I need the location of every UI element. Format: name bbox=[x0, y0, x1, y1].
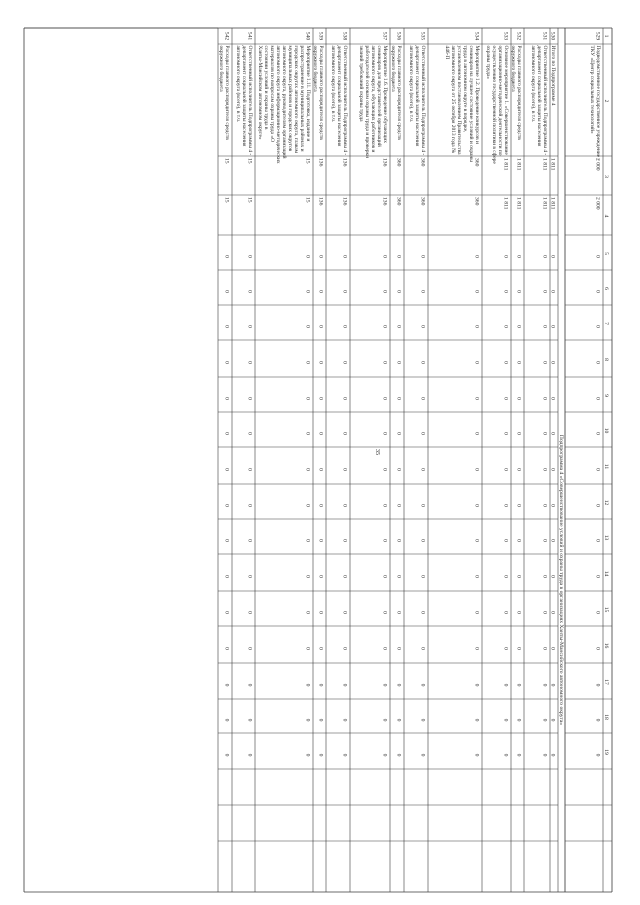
cell-value: 0 bbox=[317, 753, 324, 757]
cell-value: 0 bbox=[502, 325, 509, 328]
cell-value: 0 bbox=[594, 290, 601, 293]
cell-value: 0 bbox=[549, 718, 556, 722]
cell-value: 0 bbox=[395, 539, 402, 542]
cell-value: 0 bbox=[549, 753, 556, 757]
cell-value: 0 bbox=[246, 611, 253, 614]
cell-value: 15 bbox=[223, 158, 230, 164]
cell-value: 0 bbox=[541, 753, 548, 757]
row-name: Расходы главного распорядителя средствокружного бюджета bbox=[312, 45, 324, 140]
column-header: 16 bbox=[603, 642, 610, 649]
cell-value: 0 bbox=[246, 683, 253, 687]
cell-value: 0 bbox=[473, 718, 480, 722]
cell-value: 15 bbox=[304, 158, 311, 164]
cell-value: 1 811 bbox=[549, 197, 556, 210]
cell-value: 0 bbox=[541, 432, 548, 435]
row-number: 535 bbox=[419, 31, 426, 41]
cell-value: 0 bbox=[502, 753, 509, 757]
cell-value: 0 bbox=[502, 611, 509, 614]
column-header: 1 bbox=[603, 34, 610, 38]
cell-value: 360 bbox=[419, 197, 426, 206]
cell-value: 0 bbox=[395, 611, 402, 614]
cell-value: 0 bbox=[395, 647, 402, 650]
cell-value: 0 bbox=[502, 432, 509, 435]
column-header: 2 bbox=[603, 99, 610, 103]
row-number: 533 bbox=[502, 31, 509, 41]
cell-value: 0 bbox=[515, 504, 522, 507]
cell-value: 0 bbox=[317, 611, 324, 614]
cell-value: 0 bbox=[341, 397, 348, 400]
column-header: 14 bbox=[603, 570, 610, 577]
cell-value: 0 bbox=[502, 683, 509, 687]
cell-value: 360 bbox=[419, 158, 426, 167]
cell-value: 0 bbox=[395, 432, 402, 435]
cell-value: 1 811 bbox=[502, 197, 509, 210]
row-name: Мероприятие 1.11. Подготовка, издание ираспространение в муниципальных районах игородских округах автономного округа, главаммуниципальных районов и городских округовавтономного округа, руководителям организацийавтономного округа информационно-методическихматериалов по вопросам охраны труда «Осостоянии условий и охраны труда вХанты-Мансийском автономном округе» bbox=[257, 45, 311, 164]
cell-value: 0 bbox=[223, 683, 230, 687]
cell-value: 0 bbox=[395, 255, 402, 258]
row-number: 538 bbox=[341, 31, 348, 41]
cell-value: 0 bbox=[304, 397, 311, 400]
cell-value: 2 000 bbox=[594, 158, 601, 171]
cell-value: 0 bbox=[419, 504, 426, 507]
column-header: 13 bbox=[603, 534, 610, 541]
cell-value: 0 bbox=[223, 361, 230, 364]
cell-value: 0 bbox=[549, 325, 556, 328]
cell-value: 0 bbox=[594, 647, 601, 650]
column-header: 19 bbox=[603, 749, 610, 755]
cell-value: 136 bbox=[341, 197, 348, 206]
cell-value: 0 bbox=[515, 611, 522, 614]
cell-value: 0 bbox=[381, 432, 388, 435]
cell-value: 0 bbox=[473, 539, 480, 542]
cell-value: 0 bbox=[515, 361, 522, 364]
cell-value: 0 bbox=[594, 432, 601, 435]
cell-value: 0 bbox=[594, 575, 601, 578]
cell-value: 0 bbox=[515, 397, 522, 400]
cell-value: 360 bbox=[473, 158, 480, 167]
row-name: Расходы главного распорядителя средствокружного бюджета bbox=[218, 45, 230, 140]
cell-value: 136 bbox=[317, 197, 324, 206]
cell-value: 136 bbox=[341, 158, 348, 167]
cell-value: 360 bbox=[473, 197, 480, 206]
cell-value: 0 bbox=[515, 290, 522, 293]
cell-value: 0 bbox=[317, 290, 324, 293]
cell-value: 1 811 bbox=[541, 197, 548, 210]
cell-value: 0 bbox=[419, 539, 426, 542]
cell-value: 0 bbox=[341, 647, 348, 650]
cell-value: 0 bbox=[395, 504, 402, 507]
cell-value: 0 bbox=[541, 255, 548, 258]
cell-value: 0 bbox=[246, 397, 253, 400]
cell-value: 0 bbox=[549, 361, 556, 364]
cell-value: 0 bbox=[223, 397, 230, 400]
cell-value: 0 bbox=[341, 468, 348, 471]
cell-value: 15 bbox=[304, 197, 311, 203]
row-name: Ответственный исполнитель Подпрограммы 4 -департамент социальной защиты населенияавтономного округа (всего), в т.ч. bbox=[235, 45, 253, 156]
cell-value: 0 bbox=[381, 575, 388, 578]
cell-value: 0 bbox=[419, 647, 426, 650]
cell-value: 0 bbox=[246, 468, 253, 471]
cell-value: 0 bbox=[341, 432, 348, 435]
cell-value: 0 bbox=[473, 647, 480, 650]
cell-value: 0 bbox=[515, 753, 522, 757]
cell-value: 0 bbox=[395, 361, 402, 364]
row-number: 531 bbox=[541, 31, 548, 41]
row-number: 534 bbox=[473, 31, 480, 41]
cell-value: 0 bbox=[419, 683, 426, 687]
cell-value: 0 bbox=[594, 325, 601, 328]
cell-value: 0 bbox=[317, 361, 324, 364]
cell-value: 0 bbox=[473, 575, 480, 578]
cell-value: 0 bbox=[341, 718, 348, 722]
cell-value: 0 bbox=[304, 753, 311, 757]
cell-value: 0 bbox=[317, 432, 324, 435]
column-header: 9 bbox=[603, 394, 610, 397]
cell-value: 0 bbox=[395, 468, 402, 471]
cell-value: 0 bbox=[304, 468, 311, 471]
cell-value: 0 bbox=[395, 753, 402, 757]
cell-value: 0 bbox=[473, 753, 480, 757]
cell-value: 0 bbox=[246, 718, 253, 722]
cell-value: 0 bbox=[246, 575, 253, 578]
cell-value: 360 bbox=[395, 158, 402, 167]
cell-value: 0 bbox=[381, 468, 388, 471]
cell-value: 0 bbox=[381, 539, 388, 542]
cell-value: 0 bbox=[541, 647, 548, 650]
cell-value: 0 bbox=[502, 468, 509, 471]
cell-value: 1 811 bbox=[502, 158, 509, 171]
cell-value: 0 bbox=[549, 683, 556, 687]
cell-value: 0 bbox=[541, 468, 548, 471]
row-name: Итого по Подпрограмме 4 bbox=[550, 45, 556, 106]
cell-value: 0 bbox=[395, 397, 402, 400]
row-name: Мероприятие 1.6. Проведение обучающихсеминаров для представителей организацийавтономного округа, обучающих работников иработодателей основам охраны труда и проверкизнаний требований охраны труда bbox=[358, 45, 388, 158]
cell-value: 0 bbox=[515, 255, 522, 258]
cell-value: 0 bbox=[515, 325, 522, 328]
cell-value: 0 bbox=[419, 468, 426, 471]
cell-value: 0 bbox=[223, 539, 230, 542]
page-number: 35 bbox=[374, 448, 381, 456]
cell-value: 0 bbox=[341, 504, 348, 507]
cell-value: 0 bbox=[317, 539, 324, 542]
column-header: 5 bbox=[603, 252, 610, 255]
cell-value: 0 bbox=[304, 575, 311, 578]
cell-value: 0 bbox=[304, 504, 311, 507]
cell-value: 0 bbox=[419, 397, 426, 400]
cell-value: 0 bbox=[502, 290, 509, 293]
column-header: 8 bbox=[603, 358, 610, 361]
cell-value: 0 bbox=[246, 647, 253, 650]
cell-value: 0 bbox=[549, 290, 556, 293]
cell-value: 0 bbox=[541, 683, 548, 687]
cell-value: 0 bbox=[223, 432, 230, 435]
cell-value: 0 bbox=[419, 432, 426, 435]
cell-value: 0 bbox=[473, 397, 480, 400]
row-name: Расходы главного распорядителя средствокружного бюджета bbox=[510, 45, 522, 140]
cell-value: 0 bbox=[473, 361, 480, 364]
cell-value: 0 bbox=[341, 361, 348, 364]
column-header: 12 bbox=[603, 499, 610, 506]
cell-value: 0 bbox=[594, 683, 601, 687]
cell-value: 0 bbox=[246, 753, 253, 757]
cell-value: 0 bbox=[515, 539, 522, 542]
cell-value: 0 bbox=[473, 611, 480, 614]
cell-value: 136 bbox=[317, 158, 324, 167]
cell-value: 0 bbox=[317, 468, 324, 471]
cell-value: 0 bbox=[594, 255, 601, 258]
row-name: Расходы главного распорядителя средствокружного бюджета bbox=[390, 45, 402, 140]
cell-value: 0 bbox=[515, 718, 522, 722]
cell-value: 0 bbox=[502, 647, 509, 650]
cell-value: 0 bbox=[223, 255, 230, 258]
cell-value: 0 bbox=[419, 718, 426, 722]
cell-value: 0 bbox=[515, 575, 522, 578]
cell-value: 0 bbox=[594, 468, 601, 471]
cell-value: 0 bbox=[419, 255, 426, 258]
cell-value: 2 000 bbox=[594, 197, 601, 210]
row-name: Ответственный исполнитель Подпрограммы 4 -департамент социальной защиты населенияавтономного округа (всего), в т.ч. bbox=[408, 45, 426, 156]
cell-value: 0 bbox=[317, 683, 324, 687]
cell-value: 0 bbox=[549, 397, 556, 400]
cell-value: 0 bbox=[502, 504, 509, 507]
cell-value: 0 bbox=[246, 255, 253, 258]
cell-value: 0 bbox=[541, 718, 548, 722]
cell-value: 0 bbox=[594, 504, 601, 507]
cell-value: 0 bbox=[381, 718, 388, 722]
cell-value: 0 bbox=[502, 397, 509, 400]
cell-value: 0 bbox=[549, 468, 556, 471]
cell-value: 0 bbox=[341, 290, 348, 293]
cell-value: 0 bbox=[541, 325, 548, 328]
cell-value: 0 bbox=[341, 611, 348, 614]
cell-value: 0 bbox=[395, 683, 402, 687]
cell-value: 0 bbox=[594, 539, 601, 542]
cell-value: 0 bbox=[304, 611, 311, 614]
cell-value: 0 bbox=[395, 718, 402, 722]
cell-value: 0 bbox=[341, 575, 348, 578]
cell-value: 15 bbox=[246, 197, 253, 203]
cell-value: 0 bbox=[341, 683, 348, 687]
cell-value: 0 bbox=[549, 575, 556, 578]
cell-value: 0 bbox=[304, 361, 311, 364]
row-number: 529 bbox=[594, 31, 601, 41]
cell-value: 0 bbox=[381, 753, 388, 757]
cell-value: 0 bbox=[515, 468, 522, 471]
row-number: 540 bbox=[304, 31, 311, 41]
cell-value: 0 bbox=[549, 255, 556, 258]
cell-value: 136 bbox=[381, 197, 388, 206]
row-name: Ответственный исполнитель Подпрограммы 4 -департамент социальной защиты населенияавтономного округа (всего), в т.ч. bbox=[330, 45, 348, 156]
cell-value: 0 bbox=[502, 255, 509, 258]
cell-value: 0 bbox=[515, 647, 522, 650]
cell-value: 0 bbox=[317, 397, 324, 400]
cell-value: 0 bbox=[594, 361, 601, 364]
cell-value: 0 bbox=[304, 647, 311, 650]
cell-value: 0 bbox=[223, 718, 230, 722]
cell-value: 0 bbox=[246, 361, 253, 364]
cell-value: 0 bbox=[502, 575, 509, 578]
cell-value: 0 bbox=[473, 504, 480, 507]
cell-value: 0 bbox=[549, 504, 556, 507]
cell-value: 0 bbox=[304, 290, 311, 293]
cell-value: 0 bbox=[549, 611, 556, 614]
row-number: 536 bbox=[395, 31, 402, 41]
column-header: 7 bbox=[603, 322, 610, 325]
row-number: 530 bbox=[549, 31, 556, 41]
cell-value: 0 bbox=[473, 432, 480, 435]
cell-value: 0 bbox=[419, 753, 426, 757]
cell-value: 0 bbox=[381, 361, 388, 364]
row-name: Мероприятие 1.2. Проведение конкурсов исеминаров на лучшее состояние условий и охранытруда в автономном округе в порядке,установленном постановлением Правительстваавтономного округа от 25 октября 2013 года №446-П bbox=[444, 45, 480, 162]
cell-value: 0 bbox=[341, 753, 348, 757]
cell-value: 0 bbox=[246, 325, 253, 328]
cell-value: 0 bbox=[381, 397, 388, 400]
cell-value: 0 bbox=[549, 432, 556, 435]
cell-value: 0 bbox=[395, 575, 402, 578]
cell-value: 0 bbox=[419, 575, 426, 578]
cell-value: 0 bbox=[515, 683, 522, 687]
cell-value: 0 bbox=[246, 432, 253, 435]
cell-value: 0 bbox=[541, 575, 548, 578]
row-number: 541 bbox=[246, 31, 253, 41]
section-title: Подпрограмма 4 «Совершенствование условий и охраны труда в организациях Ханты-Мансийского автономного округа» bbox=[557, 434, 564, 726]
cell-value: 0 bbox=[594, 611, 601, 614]
column-header: 10 bbox=[603, 427, 610, 434]
cell-value: 0 bbox=[594, 753, 601, 757]
cell-value: 0 bbox=[223, 647, 230, 650]
column-header: 3 bbox=[603, 175, 610, 178]
cell-value: 0 bbox=[594, 718, 601, 722]
cell-value: 0 bbox=[541, 611, 548, 614]
cell-value: 360 bbox=[395, 197, 402, 206]
row-name: Основное мероприятие 1. «Совершенствованиеорганизационно-методической деятельности поосуществлению государственной политики в сфереохраны труда» bbox=[485, 45, 509, 164]
cell-value: 0 bbox=[304, 718, 311, 722]
row-name: Подведомственное государственное учреждение -ТКУ «Центр социальных технологий» bbox=[589, 45, 601, 161]
cell-value: 0 bbox=[304, 432, 311, 435]
column-header: 17 bbox=[603, 679, 610, 685]
cell-value: 0 bbox=[549, 647, 556, 650]
cell-value: 136 bbox=[381, 158, 388, 167]
cell-value: 0 bbox=[541, 290, 548, 293]
cell-value: 0 bbox=[223, 611, 230, 614]
cell-value: 0 bbox=[246, 539, 253, 542]
cell-value: 0 bbox=[381, 611, 388, 614]
cell-value: 0 bbox=[419, 290, 426, 293]
column-header: 15 bbox=[603, 606, 610, 613]
cell-value: 0 bbox=[381, 325, 388, 328]
column-header: 6 bbox=[603, 287, 610, 290]
cell-value: 0 bbox=[223, 575, 230, 578]
row-number: 532 bbox=[515, 31, 522, 41]
cell-value: 0 bbox=[395, 325, 402, 328]
cell-value: 0 bbox=[541, 361, 548, 364]
cell-value: 0 bbox=[381, 647, 388, 650]
column-header: 4 bbox=[603, 214, 610, 218]
cell-value: 0 bbox=[317, 575, 324, 578]
cell-value: 0 bbox=[223, 504, 230, 507]
cell-value: 0 bbox=[317, 325, 324, 328]
cell-value: 0 bbox=[317, 255, 324, 258]
cell-value: 0 bbox=[541, 539, 548, 542]
row-number: 537 bbox=[381, 31, 388, 41]
cell-value: 0 bbox=[549, 539, 556, 542]
cell-value: 0 bbox=[419, 361, 426, 364]
cell-value: 0 bbox=[317, 647, 324, 650]
cell-value: 1 811 bbox=[549, 158, 556, 171]
cell-value: 0 bbox=[395, 290, 402, 293]
cell-value: 1 811 bbox=[541, 158, 548, 171]
row-number: 539 bbox=[317, 31, 324, 41]
cell-value: 0 bbox=[419, 325, 426, 328]
cell-value: 0 bbox=[246, 290, 253, 293]
cell-value: 0 bbox=[541, 397, 548, 400]
column-header: 11 bbox=[603, 463, 610, 470]
cell-value: 15 bbox=[246, 158, 253, 164]
cell-value: 0 bbox=[594, 397, 601, 400]
cell-value: 15 bbox=[223, 197, 230, 203]
cell-value: 0 bbox=[473, 683, 480, 687]
cell-value: 0 bbox=[223, 325, 230, 328]
cell-value: 0 bbox=[304, 539, 311, 542]
cell-value: 1 811 bbox=[515, 158, 522, 171]
cell-value: 0 bbox=[246, 504, 253, 507]
cell-value: 0 bbox=[317, 718, 324, 722]
cell-value: 0 bbox=[419, 611, 426, 614]
cell-value: 0 bbox=[473, 468, 480, 471]
column-header: 18 bbox=[603, 714, 610, 720]
cell-value: 0 bbox=[381, 504, 388, 507]
cell-value: 0 bbox=[341, 255, 348, 258]
cell-value: 0 bbox=[515, 432, 522, 435]
cell-value: 0 bbox=[341, 539, 348, 542]
cell-value: 0 bbox=[223, 468, 230, 471]
row-number: 542 bbox=[223, 31, 230, 41]
cell-value: 0 bbox=[381, 290, 388, 293]
cell-value: 0 bbox=[502, 539, 509, 542]
cell-value: 0 bbox=[223, 753, 230, 757]
cell-value: 1 811 bbox=[515, 197, 522, 210]
cell-value: 0 bbox=[473, 255, 480, 258]
cell-value: 0 bbox=[473, 290, 480, 293]
cell-value: 0 bbox=[304, 683, 311, 687]
cell-value: 0 bbox=[304, 325, 311, 328]
cell-value: 0 bbox=[381, 683, 388, 687]
cell-value: 0 bbox=[473, 325, 480, 328]
cell-value: 0 bbox=[381, 255, 388, 258]
cell-value: 0 bbox=[502, 361, 509, 364]
cell-value: 0 bbox=[304, 255, 311, 258]
cell-value: 0 bbox=[341, 325, 348, 328]
cell-value: 0 bbox=[541, 504, 548, 507]
row-name: Ответственный исполнитель Подпрограммы 4 -департамент социальной защиты населенияавтономного округа (всего), в т.ч. bbox=[530, 45, 548, 156]
cell-value: 0 bbox=[223, 290, 230, 293]
cell-value: 0 bbox=[317, 504, 324, 507]
cell-value: 0 bbox=[502, 718, 509, 722]
